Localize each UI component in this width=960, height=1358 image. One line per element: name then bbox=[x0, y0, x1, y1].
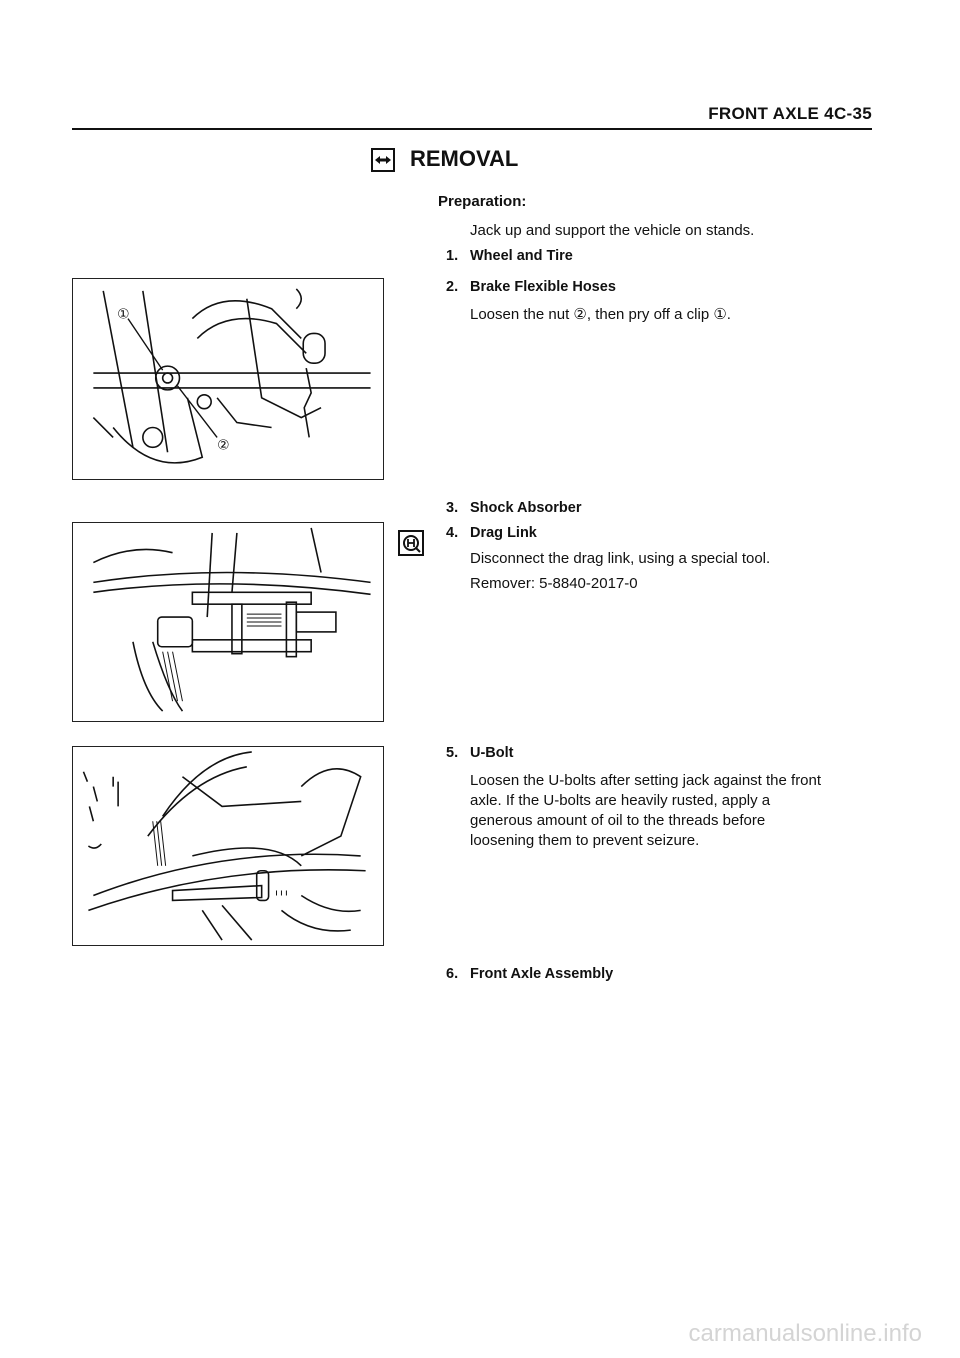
step-number: 3. bbox=[446, 500, 459, 516]
step-number: 1. bbox=[446, 248, 459, 264]
step-number: 4. bbox=[446, 525, 459, 541]
step-number: 6. bbox=[446, 966, 459, 982]
step-6 bbox=[446, 966, 613, 982]
special-tool-icon bbox=[398, 530, 424, 556]
step-title: Shock Absorber bbox=[470, 500, 582, 516]
step-number: 2. bbox=[446, 279, 459, 295]
step-4-tool: Remover: 5-8840-2017-0 bbox=[470, 575, 638, 592]
step-2-text: Loosen the nut ②, then pry off a clip ①. bbox=[470, 306, 731, 323]
header-rule bbox=[72, 128, 872, 130]
step-2 bbox=[446, 279, 616, 295]
watermark: carmanualsonline.info bbox=[688, 1320, 922, 1347]
drag-link-figure bbox=[72, 522, 384, 722]
step-3 bbox=[446, 500, 581, 516]
u-bolt-figure bbox=[72, 746, 384, 946]
preparation-text: Jack up and support the vehicle on stands. bbox=[470, 222, 755, 239]
step-4 bbox=[446, 525, 537, 541]
drag-link-illustration bbox=[73, 523, 383, 721]
step-title: U-Bolt bbox=[470, 745, 514, 761]
step-title: Front Axle Assembly bbox=[470, 966, 614, 982]
callout-1: ① bbox=[117, 306, 130, 323]
removal-arrows-icon bbox=[371, 148, 395, 172]
step-5-line-3: generous amount of oil to the threads before bbox=[470, 812, 766, 829]
u-bolt-illustration bbox=[73, 747, 383, 945]
brake-hose-figure bbox=[72, 278, 384, 480]
section-title: REMOVAL bbox=[410, 146, 519, 171]
brake-hose-illustration bbox=[73, 279, 383, 479]
callout-2: ② bbox=[217, 437, 230, 454]
step-title: Wheel and Tire bbox=[470, 248, 573, 264]
step-5 bbox=[446, 745, 514, 761]
step-4-text: Disconnect the drag link, using a special tool. bbox=[470, 550, 771, 567]
step-5-line-4: loosening them to prevent seizure. bbox=[470, 832, 700, 849]
step-5-line-1: Loosen the U-bolts after setting jack against the front bbox=[470, 772, 822, 789]
step-number: 5. bbox=[446, 745, 459, 761]
step-1 bbox=[446, 248, 573, 264]
step-title: Drag Link bbox=[470, 525, 537, 541]
preparation-label: Preparation: bbox=[438, 193, 527, 210]
page-header-title: FRONT AXLE 4C-35 bbox=[708, 104, 872, 123]
step-title: Brake Flexible Hoses bbox=[470, 279, 616, 295]
step-5-line-2: axle. If the U-bolts are heavily rusted, apply a bbox=[470, 792, 771, 809]
